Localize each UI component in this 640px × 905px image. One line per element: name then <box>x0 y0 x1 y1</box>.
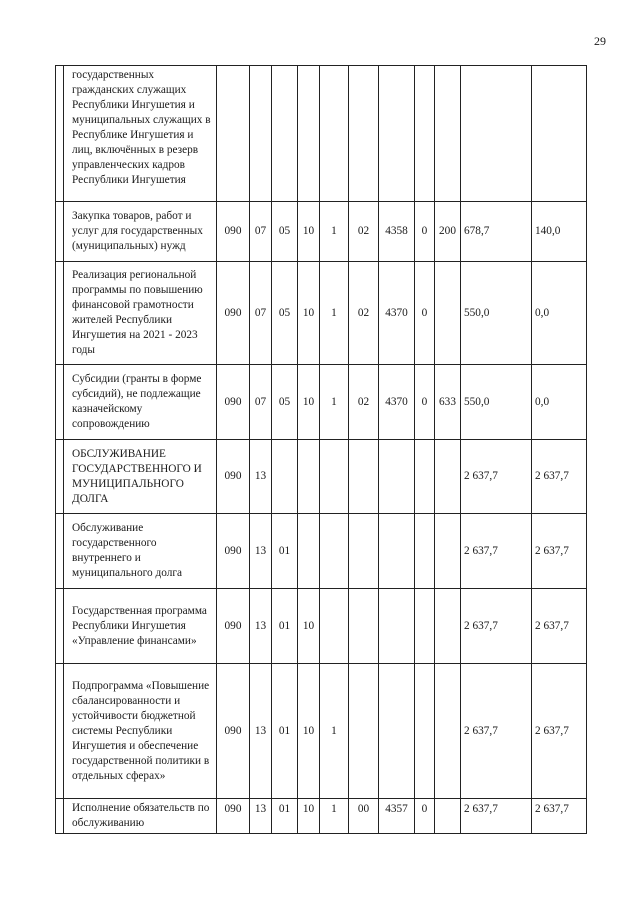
event-cell <box>349 664 379 799</box>
event-cell <box>349 589 379 664</box>
sub-direction-cell <box>415 664 435 799</box>
amount-cell <box>532 66 587 202</box>
section-cell <box>250 66 272 202</box>
index-cell <box>56 202 64 262</box>
subsection-cell: 05 <box>272 202 298 262</box>
section-cell: 13 <box>250 440 272 514</box>
item-name: Подпрограмма «Повышение сбалансированности и устойчивости бюджетной системы Республики Ингушетия и обеспечение государственной политики в отдельных сферах» <box>64 664 217 799</box>
section-cell: 13 <box>250 589 272 664</box>
table-row <box>56 589 587 664</box>
event-cell <box>349 66 379 202</box>
gl-cell: 090 <box>217 365 250 440</box>
table-row <box>56 262 587 365</box>
sub-direction-cell <box>415 66 435 202</box>
program-cell: 10 <box>298 365 320 440</box>
amount-cell: 2 637,7 <box>532 664 587 799</box>
subsection-cell: 05 <box>272 262 298 365</box>
sub-direction-cell: 0 <box>415 202 435 262</box>
program-cell: 10 <box>298 262 320 365</box>
gl-cell: 090 <box>217 262 250 365</box>
table-row <box>56 514 587 589</box>
item-name: Обслуживание государственного внутреннего и муниципального долга <box>64 514 217 589</box>
sub-direction-cell <box>415 514 435 589</box>
direction-cell: 4357 <box>379 799 415 834</box>
table-row <box>56 799 587 834</box>
amount-cell: 2 637,7 <box>461 440 532 514</box>
expense-type-cell: 633 <box>435 365 461 440</box>
item-name: Закупка товаров, работ и услуг для государственных (муниципальных) нужд <box>64 202 217 262</box>
page-number: 29 <box>594 34 606 48</box>
subprogram-cell <box>320 440 349 514</box>
program-cell: 10 <box>298 799 320 834</box>
amount-cell: 678,7 <box>461 202 532 262</box>
sub-direction-cell <box>415 440 435 514</box>
index-cell <box>56 66 64 202</box>
sub-direction-cell: 0 <box>415 799 435 834</box>
direction-cell: 4358 <box>379 202 415 262</box>
section-cell: 13 <box>250 799 272 834</box>
expense-type-cell <box>435 262 461 365</box>
amount-cell: 0,0 <box>532 262 587 365</box>
section-cell: 07 <box>250 262 272 365</box>
section-cell: 13 <box>250 514 272 589</box>
subprogram-cell <box>320 514 349 589</box>
table-row <box>56 202 587 262</box>
expense-type-cell <box>435 664 461 799</box>
index-cell <box>56 514 64 589</box>
direction-cell <box>379 66 415 202</box>
section-cell: 07 <box>250 365 272 440</box>
gl-cell: 090 <box>217 202 250 262</box>
index-cell <box>56 365 64 440</box>
expense-type-cell <box>435 514 461 589</box>
amount-cell: 2 637,7 <box>461 799 532 834</box>
item-name: Государственная программа Республики Ингушетия «Управление финансами» <box>64 589 217 664</box>
table-row <box>56 664 587 799</box>
section-cell: 13 <box>250 664 272 799</box>
direction-cell <box>379 589 415 664</box>
gl-cell: 090 <box>217 589 250 664</box>
subsection-cell <box>272 66 298 202</box>
amount-cell: 140,0 <box>532 202 587 262</box>
expense-type-cell <box>435 799 461 834</box>
subsection-cell: 01 <box>272 799 298 834</box>
expense-type-cell <box>435 66 461 202</box>
event-cell <box>349 440 379 514</box>
subprogram-cell <box>320 589 349 664</box>
gl-cell: 090 <box>217 799 250 834</box>
program-cell <box>298 66 320 202</box>
direction-cell <box>379 664 415 799</box>
sub-direction-cell: 0 <box>415 262 435 365</box>
amount-cell: 2 637,7 <box>461 664 532 799</box>
subprogram-cell: 1 <box>320 262 349 365</box>
gl-cell: 090 <box>217 514 250 589</box>
item-name: Реализация региональной программы по повышению финансовой грамотности жителей Республики Ингушетия на 2021 - 2023 годы <box>64 262 217 365</box>
subprogram-cell: 1 <box>320 365 349 440</box>
subsection-cell <box>272 440 298 514</box>
expense-type-cell <box>435 440 461 514</box>
direction-cell: 4370 <box>379 262 415 365</box>
index-cell <box>56 799 64 834</box>
program-cell <box>298 440 320 514</box>
index-cell <box>56 440 64 514</box>
subprogram-cell: 1 <box>320 202 349 262</box>
event-cell: 02 <box>349 202 379 262</box>
amount-cell: 2 637,7 <box>532 440 587 514</box>
subprogram-cell: 1 <box>320 664 349 799</box>
amount-cell: 2 637,7 <box>461 589 532 664</box>
amount-cell: 2 637,7 <box>532 514 587 589</box>
item-name: государственных гражданских служащих Республики Ингушетия и муниципальных служащих в Республике Ингушетия и лиц, включённых в резерв управленческих кадров Республики Ингушетия <box>64 66 217 202</box>
direction-cell <box>379 514 415 589</box>
index-cell <box>56 262 64 365</box>
subsection-cell: 01 <box>272 589 298 664</box>
item-name: ОБСЛУЖИВАНИЕ ГОСУДАРСТВЕННОГО И МУНИЦИПАЛЬНОГО ДОЛГА <box>64 440 217 514</box>
amount-cell: 2 637,7 <box>532 799 587 834</box>
event-cell: 02 <box>349 262 379 365</box>
table-row <box>56 66 587 202</box>
gl-cell <box>217 66 250 202</box>
subprogram-cell <box>320 66 349 202</box>
subprogram-cell: 1 <box>320 799 349 834</box>
amount-cell: 2 637,7 <box>532 589 587 664</box>
subsection-cell: 01 <box>272 664 298 799</box>
sub-direction-cell: 0 <box>415 365 435 440</box>
gl-cell: 090 <box>217 440 250 514</box>
subsection-cell: 05 <box>272 365 298 440</box>
index-cell <box>56 589 64 664</box>
subsection-cell: 01 <box>272 514 298 589</box>
program-cell: 10 <box>298 664 320 799</box>
expense-type-cell <box>435 589 461 664</box>
sub-direction-cell <box>415 589 435 664</box>
program-cell: 10 <box>298 202 320 262</box>
event-cell: 00 <box>349 799 379 834</box>
event-cell <box>349 514 379 589</box>
item-name: Исполнение обязательств по обслуживанию <box>64 799 217 834</box>
table-row <box>56 440 587 514</box>
table-row <box>56 365 587 440</box>
item-name: Субсидии (гранты в форме субсидий), не подлежащие казначейскому сопровождению <box>64 365 217 440</box>
amount-cell: 2 637,7 <box>461 514 532 589</box>
direction-cell <box>379 440 415 514</box>
gl-cell: 090 <box>217 664 250 799</box>
amount-cell <box>461 66 532 202</box>
program-cell <box>298 514 320 589</box>
expense-type-cell: 200 <box>435 202 461 262</box>
amount-cell: 550,0 <box>461 365 532 440</box>
program-cell: 10 <box>298 589 320 664</box>
amount-cell: 550,0 <box>461 262 532 365</box>
budget-table <box>55 65 587 834</box>
index-cell <box>56 664 64 799</box>
direction-cell: 4370 <box>379 365 415 440</box>
amount-cell: 0,0 <box>532 365 587 440</box>
event-cell: 02 <box>349 365 379 440</box>
section-cell: 07 <box>250 202 272 262</box>
